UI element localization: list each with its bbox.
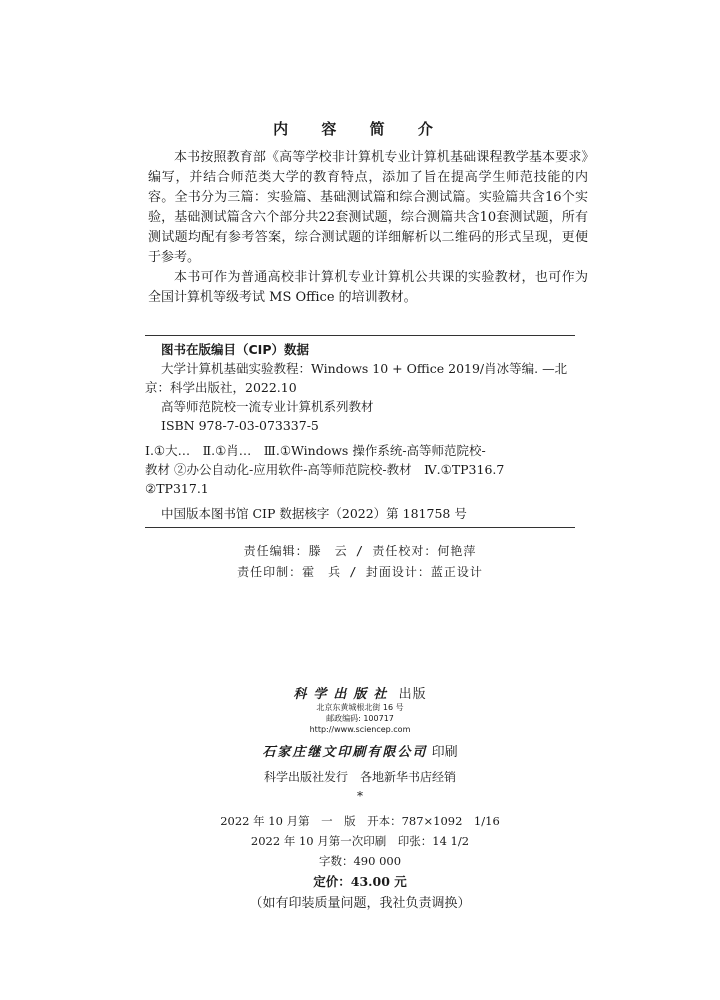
publisher-block — [0, 683, 720, 915]
publisher-suffix: 出版 — [398, 687, 427, 702]
publisher-website: http://www.sciencep.com — [309, 725, 411, 734]
staff-credits — [0, 541, 720, 583]
cip-heading: 图书在版编目（CIP）数据 — [161, 342, 309, 357]
cip-record-number: 中国版本图书馆 CIP 数据核字（2022）第 181758 号 — [161, 506, 467, 521]
word-count: 字数：490 000 — [318, 854, 402, 868]
printer-logo-text: 石家庄继文印刷有限公司 — [262, 745, 428, 760]
cip-record-line-2: 京：科学出版社，2022.10 — [145, 380, 297, 395]
cip-subject-line-3: ②TP317.1 — [145, 481, 209, 496]
intro-paragraph-1: 本书按照教育部《高等学校非计算机专业计算机基础课程教学基本要求》编写，并结合师范类大学的教育特点，添加了旨在提高学生师范技能的内容。全书分为三篇：实验篇、基础测试篇和综合测试篇。实验篇共含16个实验，基础测试篇含六个部分共22套测试题，综合测篇共含10套测试题，所有测试题均配有参考答案，综合测试题的详细解析以二维码的形式呈现，更便于参考。 — [148, 150, 588, 265]
staff-line-1: 责任编辑：滕 云 / 责任校对：何艳萍 — [243, 544, 477, 558]
cip-series: 高等师范院校一流专业计算机系列教材 — [161, 399, 374, 414]
publisher-postcode: 邮政编码: 100717 — [326, 714, 394, 723]
cip-subject-line-2: 教材 ②办公自动化-应用软件-高等师范院校-教材 Ⅳ.①TP316.7 — [145, 462, 505, 477]
publisher-name — [0, 683, 720, 702]
separator-star: * — [357, 789, 363, 803]
printer-name — [0, 741, 720, 760]
cip-block — [145, 335, 575, 528]
cip-isbn: ISBN 978-7-03-073337-5 — [161, 418, 319, 433]
staff-line-2: 责任印制：霍 兵 / 封面设计：蓝正设计 — [237, 565, 483, 579]
intro-body — [148, 148, 588, 308]
price: 定价：43.00 元 — [313, 874, 407, 889]
intro-paragraph-2: 本书可作为普通高校非计算机专业计算机公共课的实验教材，也可作为全国计算机等级考试 MS Office 的培训教材。 — [148, 270, 588, 305]
publisher-logo-text: 科学出版社 — [293, 687, 394, 702]
printer-suffix: 印刷 — [431, 745, 458, 760]
intro-title: 内 容 简 介 — [273, 120, 447, 138]
cip-subject-line-1: Ⅰ.①大… Ⅱ.①肖… Ⅲ.①Windows 操作系统-高等师范院校- — [145, 443, 486, 458]
edition-line-1: 2022 年 10 月第 一 版 开本：787×1092 1/16 — [220, 814, 500, 828]
distribution: 科学出版社发行 各地新华书店经销 — [263, 770, 456, 784]
edition-line-2: 2022 年 10 月第一次印刷 印张：14 1/2 — [250, 834, 470, 848]
quality-notice: （如有印装质量问题，我社负责调换） — [249, 896, 471, 911]
cip-record-line-1: 大学计算机基础实验教程：Windows 10 + Office 2019/肖冰等编. —北 — [161, 361, 568, 376]
publisher-address: 北京东黄城根北街 16 号 — [316, 703, 404, 712]
